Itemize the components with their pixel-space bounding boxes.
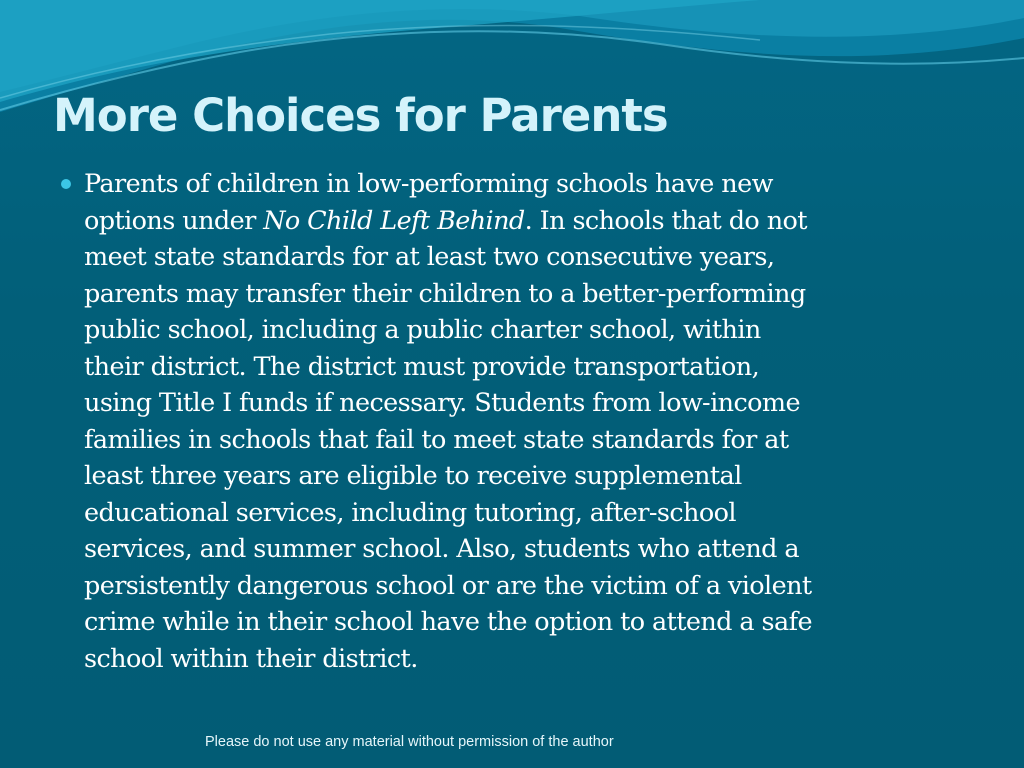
- paragraph-line: [84, 385, 1004, 422]
- text-segment: their district. The district must provide transportation,: [84, 351, 760, 382]
- paragraph-line: [84, 531, 1004, 568]
- paragraph-line: [84, 495, 1004, 532]
- text-segment: services, and summer school. Also, students who attend a: [84, 534, 799, 564]
- paragraph-line: [84, 276, 1004, 313]
- paragraph-line: [84, 312, 1004, 349]
- paragraph-line: [84, 203, 1004, 240]
- text-segment: least three years are eligible to receive supplemental: [84, 461, 742, 491]
- text-segment: crime while in their school have the option to attend a safe: [84, 607, 812, 637]
- paragraph-line: [84, 604, 1004, 641]
- paragraph-line: [84, 422, 1004, 459]
- bullet-paragraph: [84, 166, 1004, 677]
- paragraph-line: [84, 568, 1004, 605]
- paragraph-line: [84, 458, 1004, 495]
- bullet-icon: [61, 179, 71, 189]
- text-segment: using Title I funds if necessary. Students from low-income: [84, 388, 800, 418]
- text-segment: educational services, including tutoring, after-school: [84, 497, 736, 528]
- text-segment: families in schools that fail to meet state standards for at: [84, 424, 789, 455]
- text-segment: parents may transfer their children to a better-performing: [84, 278, 806, 309]
- text-segment: Parents of children in low-performing schools have new: [84, 169, 773, 199]
- paragraph-line: [84, 641, 1004, 678]
- slide-title: More Choices for Parents: [53, 89, 668, 142]
- copyright-footer: Please do not use any material without permission of the author: [205, 734, 614, 750]
- paragraph-line: [84, 166, 1004, 203]
- italic-act-title: No Child Left Behind: [263, 205, 525, 236]
- text-segment: school within their district.: [84, 643, 418, 674]
- paragraph-line: [84, 239, 1004, 276]
- text-segment: . In schools that do not: [524, 205, 807, 236]
- text-segment: options under: [84, 205, 264, 236]
- text-segment: meet state standards for at least two consecutive years,: [84, 242, 775, 272]
- text-segment: public school, including a public charter school, within: [84, 315, 761, 345]
- paragraph-line: [84, 349, 1004, 386]
- text-segment: persistently dangerous school or are the victim of a violent: [84, 570, 812, 601]
